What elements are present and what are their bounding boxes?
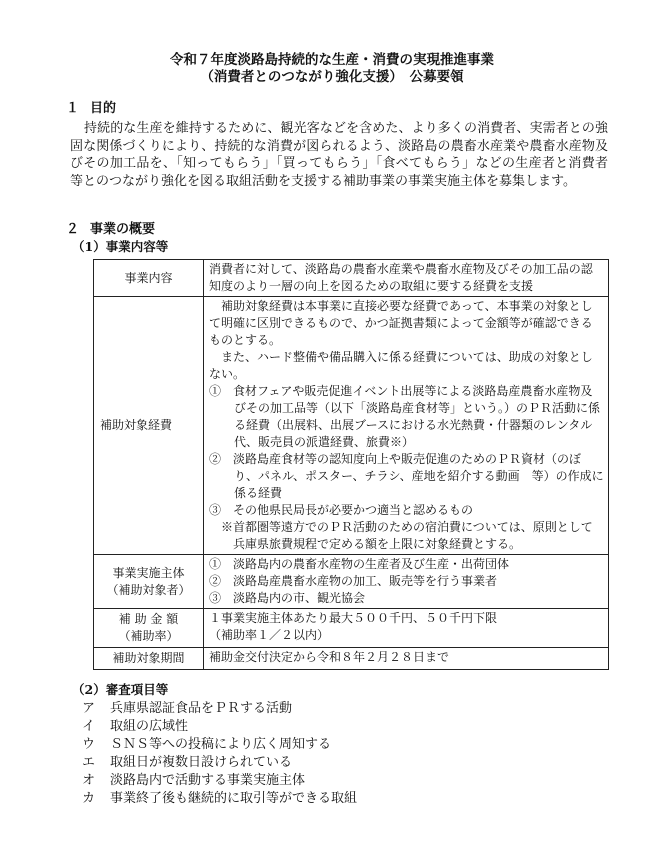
- criteria-key: イ: [82, 719, 96, 734]
- row-label-eligible-costs: 補助対象経費: [94, 297, 204, 555]
- criteria-text: 淡路島内で活動する事業実施主体: [110, 773, 306, 788]
- eligible-costs-item1: ① 食材フェアや販売促進イベント出展等による淡路島産農畜水産物及びその加工品等（以下「淡路島産食材等」という。）のＰＲ活動に係る経費（出展料、出展ブースにおける水光熱費・什器類のレンタル代、販売員の派遣経費、旅費※）: [209, 384, 601, 449]
- review-criteria-list: [82, 700, 357, 808]
- implementer-label-line2: （補助対象者）: [106, 582, 191, 597]
- criteria-key: ウ: [82, 737, 96, 752]
- implementer-item2: ② 淡路島産農畜水産物の加工、販売等を行う事業者: [209, 574, 498, 588]
- section1-heading: [66, 101, 116, 117]
- row-label-implementer: [94, 555, 204, 609]
- table-row: [94, 260, 609, 297]
- criteria-key: オ: [82, 773, 96, 788]
- list-item: [82, 700, 357, 718]
- project-overview-table: [93, 259, 609, 670]
- criteria-key: カ: [82, 791, 96, 806]
- row-label-subsidy-amount: [94, 609, 204, 648]
- subsidy-amount-line2: （補助率１／２以内）: [209, 628, 330, 642]
- list-item: [82, 754, 357, 772]
- implementer-item3: ③ 淡路島内の市、観光協会: [209, 591, 366, 605]
- row-value-implementer: [204, 555, 609, 609]
- row-value-content: 消費者に対して、淡路島の農畜水産業や農畜水産物及びその加工品の認知度のより一層の向上を図るための取組に要する経費を支援: [204, 260, 609, 297]
- subsidy-amount-line1: １事業実施主体あたり最大５００千円、５０千円下限: [209, 611, 498, 625]
- row-label-content: 事業内容: [94, 260, 204, 297]
- subsidy-label-line2: （補助率）: [118, 629, 179, 643]
- eligible-costs-item3: ③ その他県民局長が必要かつ適当と認めるもの: [209, 503, 474, 517]
- criteria-key: エ: [82, 755, 96, 770]
- implementer-label-line1: 事業実施主体: [112, 565, 185, 580]
- eligible-costs-para2: また、ハード整備や備品購入に係る経費については、助成の対象としない。: [209, 350, 593, 381]
- table-row: [94, 555, 609, 609]
- doc-title-line1: 令和７年度淡路島持続的な生産・消費の実現推進事業: [170, 52, 494, 68]
- subsidy-label-line1: 補 助 金 額: [118, 612, 179, 626]
- criteria-text: 事業終了後も継続的に取引等ができる取組: [110, 791, 358, 806]
- list-item: [82, 772, 357, 790]
- table-row: [94, 609, 609, 648]
- table-row: [94, 648, 609, 670]
- section1-body: 持続的な生産を維持するために、観光客などを含めた、より多くの消費者、実需者との強固な関係づくりにより、持続的な消費が図られるよう、淡路島の農畜水産業や農畜水産物及びその加工品を、「知ってもらう」「買ってもらう」「食べてもらう」などの生産者と消費者等とのつながり強化を図る取組活動を支援する補助事業の事業実施主体を募集します。: [70, 121, 608, 189]
- criteria-text: 兵庫県認証食品をＰＲする活動: [110, 701, 293, 716]
- subsection1-heading: （1）事業内容等: [72, 239, 169, 254]
- criteria-text: ＳＮＳ等への投稿により広く周知する: [110, 737, 332, 752]
- section2-title: 事業の概要: [90, 222, 156, 237]
- table-row: [94, 297, 609, 555]
- section2-heading: [66, 222, 155, 238]
- criteria-text: 取組日が複数日設けられている: [110, 755, 293, 770]
- section1-number: １: [66, 101, 80, 116]
- list-item: [82, 718, 357, 736]
- eligible-costs-item2: ② 淡路島産食材等の認知度向上や販売促進のためのＰＲ資材（のぼり、パネル、ポスター、チラシ、産地を紹介する動画 等）の作成に係る経費: [209, 452, 604, 500]
- list-item: [82, 736, 357, 754]
- criteria-key: ア: [82, 701, 96, 716]
- list-item: [82, 790, 357, 808]
- eligible-costs-note: ※首都圏等遠方でのＰＲ活動のための宿泊費については、原則として兵庫県旅費規程で定める額を上限に対象経費とする。: [221, 520, 593, 551]
- section1-title: 目的: [90, 101, 117, 116]
- eligible-costs-para1: 補助対象経費は本事業に直接必要な経費であって、本事業の対象として明確に区別できるもので、かつ証拠書類によって金額等が確認できるものとする。: [209, 299, 593, 347]
- criteria-text: 取組の広域性: [110, 719, 189, 734]
- row-value-period: 補助金交付決定から令和８年２月２８日まで: [204, 648, 609, 670]
- doc-title-line2: （消費者とのつながり強化支援） 公募要領: [200, 69, 464, 85]
- row-label-period: 補助対象期間: [94, 648, 204, 670]
- section2-number: ２: [66, 222, 80, 237]
- implementer-item1: ① 淡路島内の農畜水産物の生産者及び生産・出荷団体: [209, 557, 510, 571]
- row-value-subsidy-amount: [204, 609, 609, 648]
- row-value-eligible-costs: [204, 297, 609, 555]
- subsection2-heading: （2）審査項目等: [72, 682, 169, 697]
